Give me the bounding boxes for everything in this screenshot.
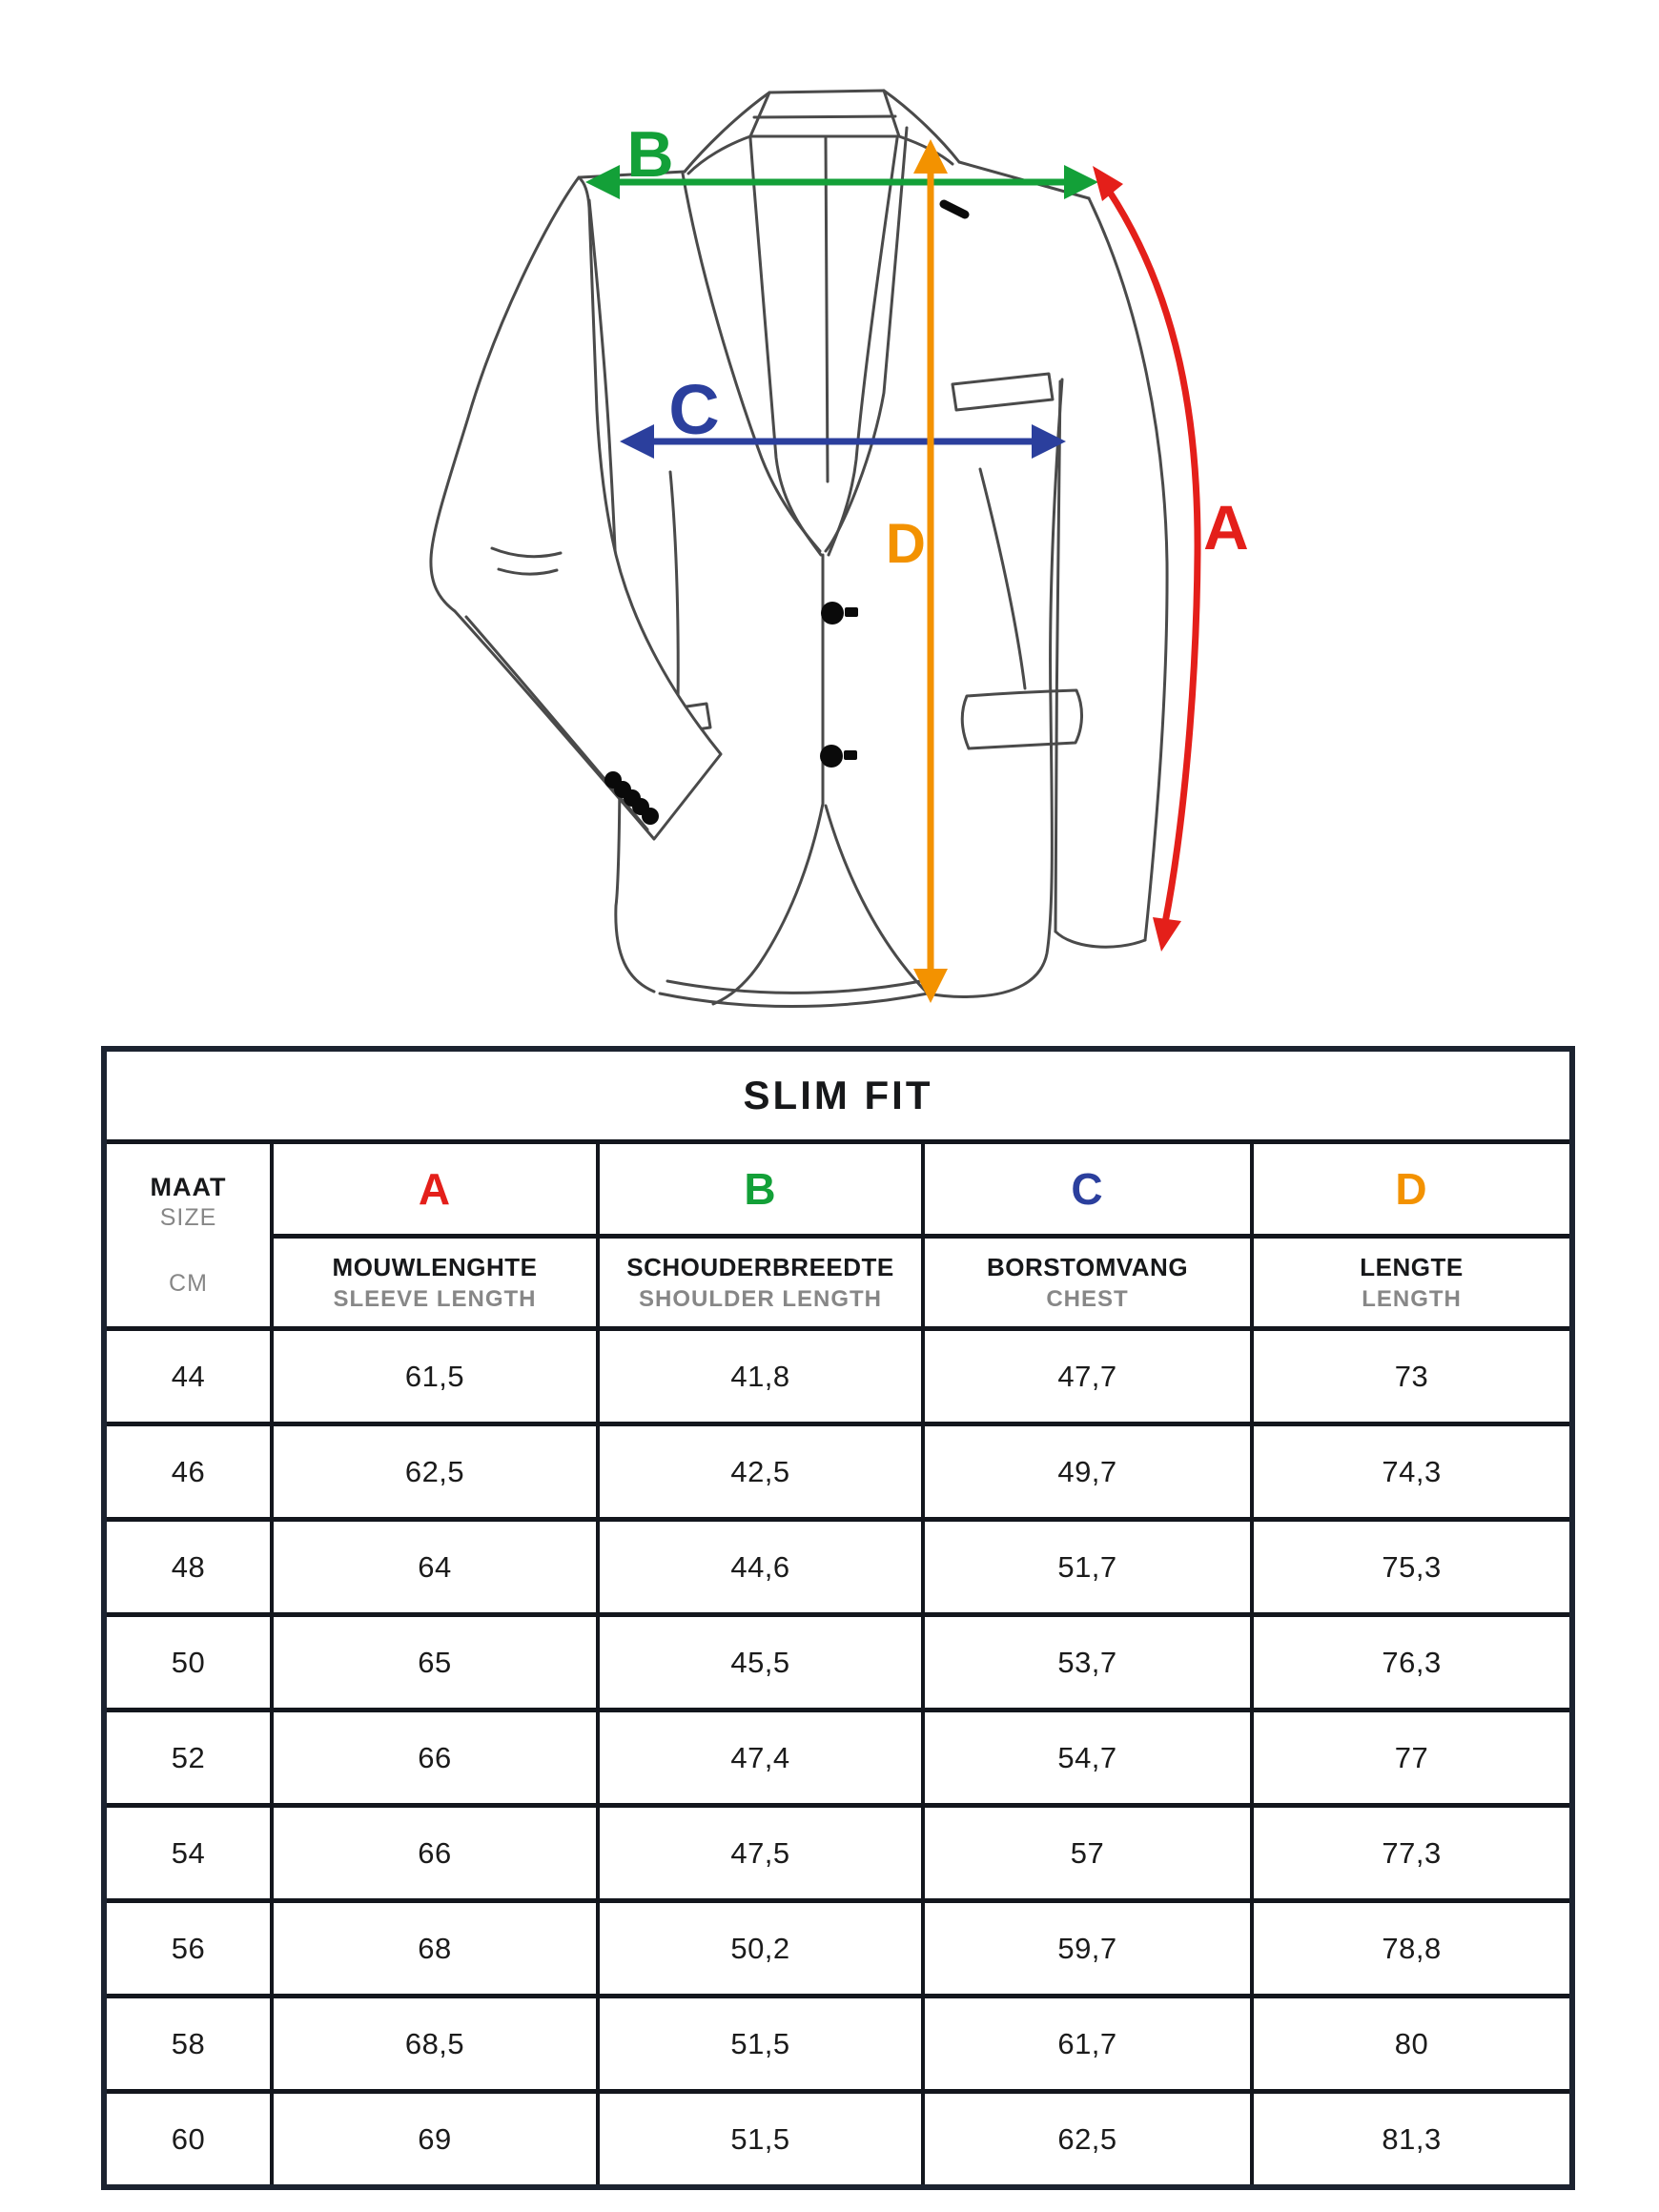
column-name-b-en: SHOULDER LENGTH [639,1285,882,1312]
measure-a-sleeve-arrow [1093,166,1249,952]
measurement-value: 64 [272,1520,598,1615]
column-letters-row [104,1142,1572,1237]
column-letter-b: B [598,1142,923,1237]
body-right-edge [928,379,1062,996]
size-column-header [104,1142,272,1329]
size-row [104,1424,1572,1520]
right-sleeve-cuff [1055,932,1145,947]
measure-b-arrowhead-right [1064,165,1098,199]
measure-d-label: D [886,513,926,575]
measurement-value: 61,5 [272,1329,598,1424]
front-buttonhole-top [845,607,858,617]
chest-welt-pocket [952,374,1053,410]
measurement-value: 54,7 [923,1710,1252,1806]
measure-a-arrowhead-bottom [1153,917,1181,952]
collar-seam [754,116,895,117]
measurement-value: 77 [1252,1710,1572,1806]
jacket-diagram-svg [0,0,1659,1030]
column-name-d-en: LENGTH [1362,1285,1462,1312]
size-value: 52 [104,1710,272,1806]
size-table [101,1046,1575,2190]
table-title: SLIM FIT [104,1049,1572,1142]
measurement-value: 65 [272,1615,598,1710]
column-name-c-en: CHEST [1046,1285,1129,1312]
measurement-value: 78,8 [1252,1901,1572,1997]
measurement-value: 62,5 [923,2092,1252,2188]
measurement-value: 69 [272,2092,598,2188]
size-row [104,1997,1572,2092]
size-unit-label: CM [169,1270,208,1297]
right-lapel-outer [826,128,907,551]
size-row [104,1901,1572,1997]
measure-a-curve [1109,191,1198,923]
jacket-measurement-diagram [0,0,1659,1030]
right-sleeve-outer-edge [1089,198,1167,940]
measure-a-label: A [1203,492,1249,563]
column-name-d-nl: LENGTE [1360,1252,1464,1281]
size-value: 56 [104,1901,272,1997]
size-row [104,2092,1572,2188]
measurement-value: 47,5 [598,1806,923,1901]
size-label-en: SIZE [159,1204,217,1231]
measurement-value: 51,5 [598,1997,923,2092]
measurement-value: 68,5 [272,1997,598,2092]
measurement-value: 42,5 [598,1424,923,1520]
measure-b-arrowhead-left [585,165,620,199]
measurement-value: 80 [1252,1997,1572,2092]
column-name-d [1252,1237,1572,1329]
measure-c-label: C [668,370,720,449]
column-name-b [598,1237,923,1329]
measurement-value: 47,7 [923,1329,1252,1424]
size-value: 54 [104,1806,272,1901]
size-label-nl: MAAT [150,1173,227,1201]
measurement-value: 81,3 [1252,2092,1572,2188]
size-value: 46 [104,1424,272,1520]
column-name-a-nl: MOUWLENGHTE [332,1252,538,1281]
size-row [104,1615,1572,1710]
column-name-b-nl: SCHOUDERBREEDTE [626,1252,894,1281]
size-row [104,1329,1572,1424]
measurement-value: 51,7 [923,1520,1252,1615]
measurement-value: 41,8 [598,1329,923,1424]
column-letter-a: A [272,1142,598,1237]
right-front-panel-curve [826,806,928,993]
measurement-value: 47,4 [598,1710,923,1806]
measurement-value: 57 [923,1806,1252,1901]
front-buttonhole-bottom [844,750,857,760]
column-letter-d: D [1252,1142,1572,1237]
column-name-c-nl: BORSTOMVANG [986,1252,1189,1281]
measurement-value: 66 [272,1806,598,1901]
left-front-dart [670,472,678,706]
size-row [104,1710,1572,1806]
measurement-value: 50,2 [598,1901,923,1997]
measurement-value: 68 [272,1901,598,1997]
measurement-value: 73 [1252,1329,1572,1424]
column-name-a [272,1237,598,1329]
measurement-value: 75,3 [1252,1520,1572,1615]
collar [750,91,899,136]
measurement-value: 66 [272,1710,598,1806]
center-back-line [826,138,828,481]
size-value: 48 [104,1520,272,1615]
measure-b-label: B [626,118,674,191]
size-value: 44 [104,1329,272,1424]
measurement-value: 61,7 [923,1997,1252,2092]
front-button-top [821,602,844,625]
hem-line-outer [660,993,928,1007]
measurement-value: 45,5 [598,1615,923,1710]
column-name-a-en: SLEEVE LENGTH [333,1285,537,1312]
left-neckline-upper [685,92,769,172]
left-sleeve [431,177,721,839]
measurement-value: 77,3 [1252,1806,1572,1901]
measurement-value: 76,3 [1252,1615,1572,1710]
right-front-dart [980,469,1025,688]
size-row [104,1806,1572,1901]
measure-c-chest-arrow [620,370,1066,459]
measurement-value: 44,6 [598,1520,923,1615]
measurement-value: 49,7 [923,1424,1252,1520]
lapel-buttonhole [944,204,965,215]
size-value: 50 [104,1615,272,1710]
size-value: 60 [104,2092,272,2188]
jacket-sketch [431,91,1167,1007]
column-name-c [923,1237,1252,1329]
column-names-row [104,1237,1572,1329]
measurement-value: 53,7 [923,1615,1252,1710]
front-button-bottom [820,745,843,768]
cuff-button-5 [642,808,659,825]
measurement-value: 59,7 [923,1901,1252,1997]
table-title-row [104,1049,1572,1142]
column-letter-c: C [923,1142,1252,1237]
size-rows [104,1329,1572,2188]
measurement-value: 62,5 [272,1424,598,1520]
left-front-panel-curve [713,804,823,1004]
measurement-value: 74,3 [1252,1424,1572,1520]
measurement-value: 51,5 [598,2092,923,2188]
hem-line-inner [667,981,921,993]
size-row [104,1520,1572,1615]
left-lapel-roll [750,138,821,555]
measure-c-arrowhead-left [620,424,654,459]
size-value: 58 [104,1997,272,2092]
right-hip-pocket-flap [962,690,1081,748]
left-lapel-outer [683,174,820,551]
measure-a-arrowhead-top [1093,166,1123,201]
measure-b-shoulder-arrow [585,118,1098,199]
